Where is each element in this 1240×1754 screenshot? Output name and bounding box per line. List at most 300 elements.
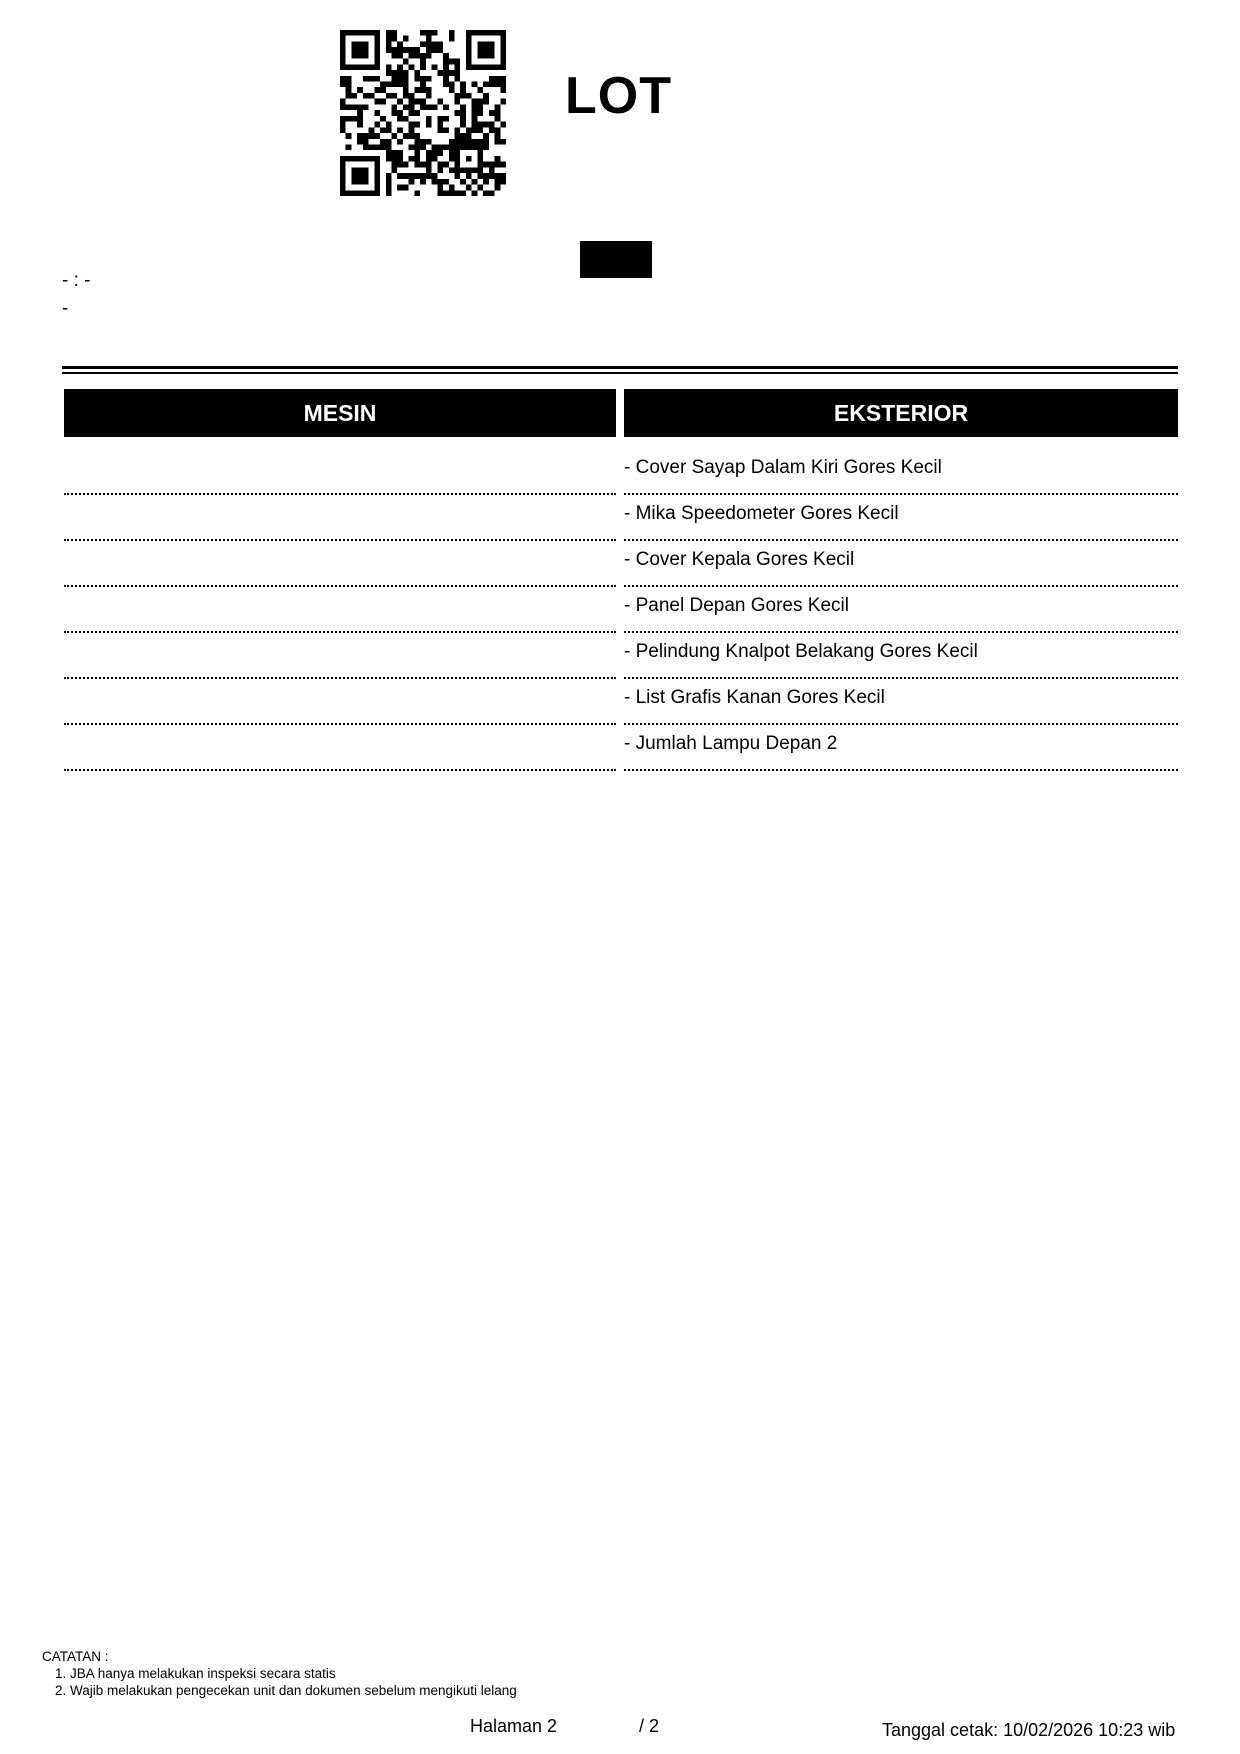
qr-module [380,87,386,93]
qr-module [374,47,380,53]
qr-module [409,173,415,179]
qr-module [386,70,392,76]
qr-module [409,144,415,150]
qr-module [386,41,392,47]
qr-module [483,179,489,185]
qr-module [495,127,501,133]
qr-module [420,30,426,36]
qr-module [420,53,426,59]
qr-module [357,122,363,128]
qr-module [495,185,501,191]
qr-module [386,139,392,145]
qr-module [466,185,472,191]
qr-module [340,30,346,36]
qr-module [414,47,420,53]
qr-module [500,30,506,36]
qr-module [374,167,380,173]
mesin-rows [64,437,616,771]
qr-module [392,150,398,156]
qr-module [495,64,501,70]
qr-module [483,99,489,105]
qr-module [397,150,403,156]
qr-module [449,156,455,162]
qr-module [392,133,398,139]
qr-module [409,47,415,53]
qr-module [460,110,466,116]
qr-module [357,110,363,116]
qr-module [483,144,489,150]
qr-module [357,156,363,162]
qr-module [495,133,501,139]
qr-module [437,185,443,191]
qr-module [351,93,357,99]
qr-module [483,173,489,179]
qr-module [432,156,438,162]
qr-module [414,156,420,162]
qr-module [432,41,438,47]
qr-module [500,87,506,93]
qr-module [374,144,380,150]
divider-rule-top [62,366,1178,369]
mesin-row [64,679,616,725]
qr-module [397,41,403,47]
qr-module [437,167,443,173]
qr-module [426,76,432,82]
mesin-row [64,725,616,771]
qr-module [363,190,369,196]
qr-module [489,167,495,173]
qr-module [403,70,409,76]
qr-module [357,139,363,145]
qr-module [397,82,403,88]
qr-module [466,64,472,70]
qr-module [432,173,438,179]
qr-module [472,190,478,196]
qr-module [414,70,420,76]
qr-module [340,104,346,110]
qr-module [443,104,449,110]
qr-module [403,76,409,82]
qr-module [437,179,443,185]
qr-module [472,30,478,36]
qr-module [414,162,420,168]
qr-module [340,127,346,133]
qr-module [443,179,449,185]
qr-module [403,133,409,139]
qr-module [351,173,357,179]
qr-module [374,156,380,162]
qr-module [386,64,392,70]
qr-module [397,110,403,116]
qr-module [386,127,392,133]
qr-module [460,190,466,196]
lot-number-redacted [580,241,652,278]
qr-module [454,156,460,162]
qr-module [409,99,415,105]
qr-module [460,144,466,150]
qr-module [460,82,466,88]
eksterior-row-text: - Pelindung Knalpot Belakang Gores Kecil [624,641,978,662]
qr-module [500,99,506,105]
qr-module [386,179,392,185]
qr-module [414,139,420,145]
qr-module [409,127,415,133]
qr-module [363,47,369,53]
qr-module [403,59,409,65]
mesin-header: MESIN [64,389,616,437]
qr-module [369,156,375,162]
qr-module [380,82,386,88]
qr-module [495,110,501,116]
qr-module [386,173,392,179]
qr-module [357,47,363,53]
qr-module [489,76,495,82]
qr-module [449,30,455,36]
qr-module [357,87,363,93]
qr-module [363,156,369,162]
qr-module [403,104,409,110]
qr-module [386,122,392,128]
qr-module [477,99,483,105]
qr-module [460,139,466,145]
qr-module [472,110,478,116]
qr-module [420,179,426,185]
qr-module [495,162,501,168]
eksterior-column [624,389,1178,771]
qr-module [397,47,403,53]
qr-module [500,64,506,70]
qr-module [477,150,483,156]
qr-module [483,133,489,139]
qr-module [374,87,380,93]
qr-module [414,150,420,156]
qr-module [403,185,409,191]
qr-module [466,93,472,99]
page-number: Halaman 2 [470,1716,558,1736]
qr-module [495,104,501,110]
qr-module [489,64,495,70]
qr-module [426,167,432,173]
qr-module [472,116,478,122]
eksterior-row-text: - Panel Depan Gores Kecil [624,595,849,616]
qr-module [392,82,398,88]
qr-module [420,173,426,179]
qr-module [483,64,489,70]
qr-module [454,167,460,173]
qr-module [443,127,449,133]
notes-title: CATATAN : [42,1649,109,1664]
qr-module [386,47,392,53]
qr-module [426,41,432,47]
qr-module [392,47,398,53]
qr-module [386,150,392,156]
qr-module [340,116,346,122]
qr-module [449,150,455,156]
qr-module [460,133,466,139]
qr-module [477,41,483,47]
notes-section [42,1648,517,1699]
qr-module [357,53,363,59]
qr-module [414,53,420,59]
qr-module [420,59,426,65]
mesin-row [64,541,616,587]
qr-module [340,179,346,185]
qr-module [386,36,392,42]
qr-module [392,53,398,59]
qr-module [420,99,426,105]
qr-module [443,64,449,70]
qr-module [489,53,495,59]
qr-module [489,110,495,116]
note-item: 1. JBA hanya melakukan inspeksi secara statis [55,1666,336,1681]
eksterior-row [624,437,1178,495]
qr-module [374,76,380,82]
qr-module [374,179,380,185]
qr-module [380,139,386,145]
qr-module [409,156,415,162]
qr-module [477,104,483,110]
qr-module [432,179,438,185]
qr-module [495,30,501,36]
qr-module [466,47,472,53]
qr-module [454,173,460,179]
qr-module [489,41,495,47]
qr-module [392,156,398,162]
qr-module [477,167,483,173]
qr-module [472,144,478,150]
qr-module [340,122,346,128]
qr-module [472,64,478,70]
qr-module [340,47,346,53]
qr-module [443,190,449,196]
qr-module [374,30,380,36]
qr-module [397,116,403,122]
qr-module [374,59,380,65]
qr-module [346,104,352,110]
qr-module [363,64,369,70]
qr-module [403,47,409,53]
qr-module [443,144,449,150]
qr-module [437,162,443,168]
qr-module [340,41,346,47]
qr-module [392,110,398,116]
qr-module [500,47,506,53]
qr-module [449,36,455,42]
mesin-row [64,495,616,541]
qr-module [477,53,483,59]
qr-module [374,36,380,42]
qr-module [454,133,460,139]
qr-module [340,59,346,65]
meta-line-1: - : - [62,270,91,291]
qr-module [346,93,352,99]
qr-module [443,70,449,76]
qr-module [437,116,443,122]
qr-module [500,41,506,47]
qr-module [449,185,455,191]
qr-module [426,53,432,59]
qr-module [351,190,357,196]
qr-module [340,156,346,162]
eksterior-row-text: - List Grafis Kanan Gores Kecil [624,687,885,708]
qr-module [351,64,357,70]
qr-module [489,122,495,128]
qr-module [437,127,443,133]
qr-module [397,70,403,76]
eksterior-header: EKSTERIOR [624,389,1178,437]
qr-module [363,41,369,47]
qr-module [437,122,443,128]
qr-module [380,99,386,105]
qr-module [363,139,369,145]
lot-title: LOT [565,67,672,125]
qr-module [500,122,506,128]
qr-module [392,93,398,99]
qr-module [403,87,409,93]
qr-module [477,64,483,70]
qr-module [357,167,363,173]
qr-module [472,82,478,88]
qr-module [426,116,432,122]
qr-module [483,47,489,53]
qr-module [386,30,392,36]
qr-module [420,104,426,110]
qr-module [351,30,357,36]
qr-module [477,110,483,116]
qr-module [454,162,460,168]
qr-module [483,122,489,128]
qr-module [346,144,352,150]
qr-module [426,156,432,162]
qr-module [460,104,466,110]
qr-module [340,64,346,70]
qr-module [414,99,420,105]
qr-module [397,76,403,82]
qr-module [380,144,386,150]
qr-module [397,185,403,191]
qr-module [437,70,443,76]
qr-module [414,110,420,116]
qr-module [426,150,432,156]
qr-module [495,139,501,145]
qr-module [495,179,501,185]
qr-module [403,173,409,179]
eksterior-row [624,679,1178,725]
qr-module [369,190,375,196]
qr-module [477,30,483,36]
qr-module [449,82,455,88]
qr-module [420,162,426,168]
qr-module [477,127,483,133]
qr-module [432,47,438,53]
qr-module [449,139,455,145]
qr-module [374,53,380,59]
qr-module [397,53,403,59]
qr-module [363,53,369,59]
qr-module [477,185,483,191]
qr-module [351,53,357,59]
qr-module [420,139,426,145]
qr-module [483,162,489,168]
qr-module [426,139,432,145]
qr-module [386,185,392,191]
qr-module [472,122,478,128]
eksterior-rows [624,437,1178,771]
qr-module [466,41,472,47]
qr-module [397,156,403,162]
qr-module [466,167,472,173]
qr-module [454,99,460,105]
qr-module [357,173,363,179]
qr-module [409,110,415,116]
qr-module [374,122,380,128]
qr-module [340,167,346,173]
qr-module [443,162,449,168]
qr-module [477,47,483,53]
note-item: 2. Wajib melakukan pengecekan unit dan dokumen sebelum mengikuti lelang [55,1683,517,1698]
qr-module [483,30,489,36]
qr-module [351,47,357,53]
qr-module [346,87,352,93]
qr-module [489,173,495,179]
qr-module [414,87,420,93]
print-date: Tanggal cetak: 10/02/2026 10:23 wib [882,1720,1176,1740]
qr-module [369,93,375,99]
qr-module [414,144,420,150]
qr-module [437,41,443,47]
notes-list [42,1665,517,1699]
qr-module [420,87,426,93]
qr-module [369,64,375,70]
qr-module [466,127,472,133]
qr-module [403,116,409,122]
qr-module [460,93,466,99]
qr-module [454,190,460,196]
qr-module [500,82,506,88]
qr-module [495,76,501,82]
qr-module [346,82,352,88]
eksterior-row-text: - Jumlah Lampu Depan 2 [624,733,838,754]
qr-module [437,144,443,150]
qr-module [374,190,380,196]
qr-module [346,190,352,196]
qr-module [363,104,369,110]
qr-module [351,179,357,185]
qr-module [477,162,483,168]
qr-module [374,185,380,191]
qr-module [489,190,495,196]
qr-module [346,30,352,36]
mesin-column [64,389,616,771]
qr-module [403,82,409,88]
qr-module [397,139,403,145]
qr-module [386,144,392,150]
qr-module [489,30,495,36]
qr-module [374,41,380,47]
qr-module [363,144,369,150]
qr-module [397,173,403,179]
qr-module [443,116,449,122]
qr-module [420,76,426,82]
qr-module [454,110,460,116]
qr-module [432,64,438,70]
qr-module [472,167,478,173]
qr-module [483,82,489,88]
qr-module [489,162,495,168]
qr-module [351,41,357,47]
qr-module [460,87,466,93]
qr-module [374,64,380,70]
